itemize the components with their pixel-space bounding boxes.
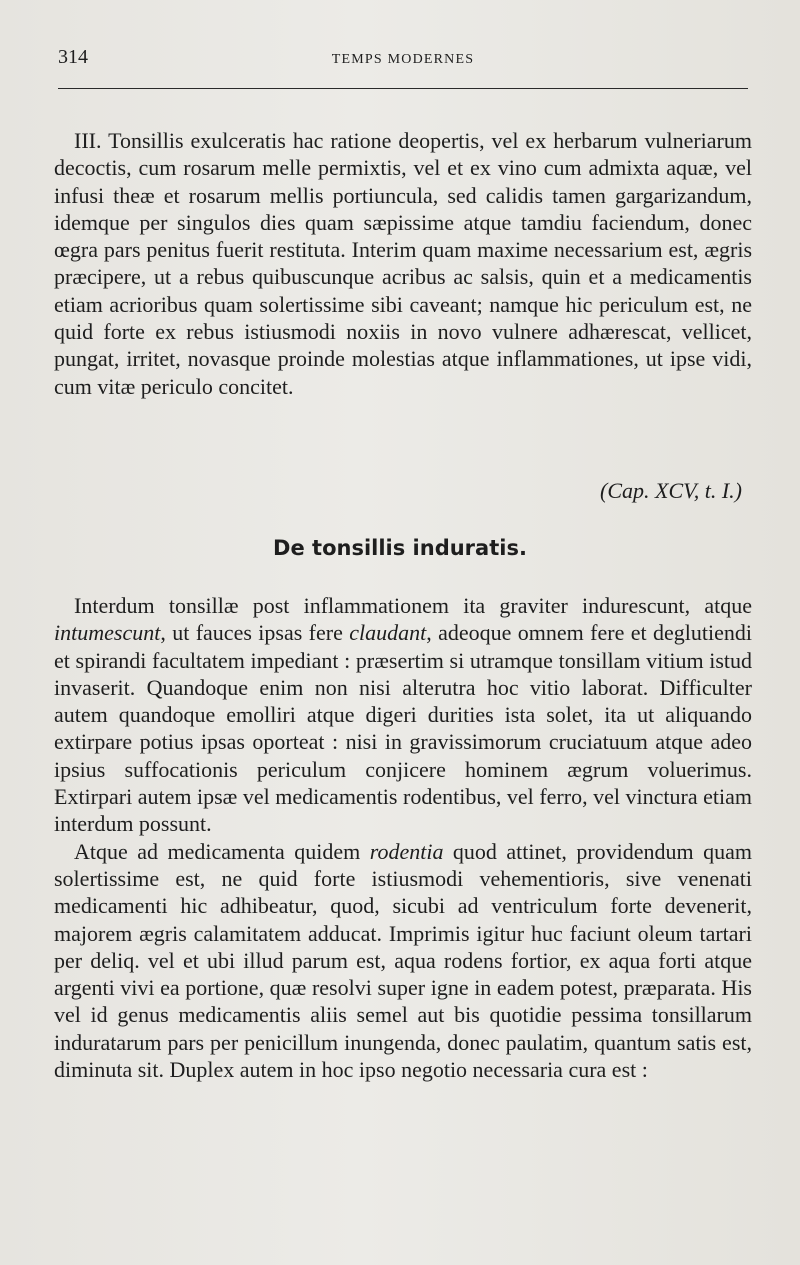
citation: (Cap. XCV, t. I.): [600, 478, 742, 503]
paragraph-atque: [54, 838, 752, 1084]
paragraph-interdum: [54, 592, 752, 838]
paragraph-iii: III. Tonsillis exulceratis hac ratione deopertis, vel ex herbarum vulneriarum decoctis, cum rosarum melle permixtis, vel et ex vino cum admixta aquæ, vel infusi theæ et rosarum mellis portiuncula, sed calidis tamen gargarizandum, idemque per singulos dies quam sæpissime atque tamdiu faciendum, donec œgra pars penitus fuerit restituta. Interim quam maxime necessarium est, ægris præcipere, ut a rebus quibuscunque acribus ac salsis, quin et a medicamentis etiam acrioribus quam solertissime sibi caveant; namque hic periculum est, ne quid forte ex rebus istiusmodi noxiis in novo vulnere adhærescat, vellicet, pungat, irritet, novasque proinde molestias atque inflammationes, ut ipse vidi, cum vitæ periculo concitet.: [54, 128, 752, 399]
italic-term: intumescunt: [54, 620, 161, 646]
text-run: , ut fauces ipsas fere: [160, 620, 350, 646]
text-run: , adeoque omnem fere et deglutiendi et spirandi facultatem impediant : præsertim si utramque tonsillam vitium istud invaserit. Quandoque enim non nisi alterutra hoc vitio laborat. Difficulter autem quandoque emolliri atque digeri durities ista solet, ita ut aliquando extirpare potius ipsas oporteat : nisi in gravissimorum cruciatuum atque adeo ipsius suffocationis periculum conjicere hominem ægrum voluerimus. Extirpari autem ipsæ vel medicamentis rodentibus, vel ferro, vel vinctura etiam interdum possunt.: [54, 620, 752, 837]
page-header: [58, 46, 748, 70]
text-run: Atque ad medicamenta quidem: [74, 838, 370, 864]
section-heading: De tonsillis induratis.: [273, 536, 527, 560]
italic-term: claudant: [349, 620, 427, 646]
section-one: [54, 127, 752, 400]
page-number: 314: [58, 46, 88, 68]
section-two: [54, 592, 752, 1083]
text-run: Interdum tonsillæ post inflammationem ita graviter indurescunt, atque: [74, 593, 752, 618]
header-rule: [58, 88, 748, 89]
italic-term: rodentia: [369, 838, 444, 864]
text-run: quod attinet, providendum quam solertissime est, ne quid forte istiusmodi vehementioris, sive venenati medicamenti hic adhibeatur, quod, sicubi ad ventriculum forte devenerit, majorem ægris calamitatem adducat. Imprimis igitur huc faciunt oleum tartari per deliq. vel et ubi illud parum est, aqua rodens fortior, ex aqua forti atque argenti vivi ea portione, quæ resolvi super igne in eadem potest, præparata. His vel id genus medicamentis aliis semel aut bis quotidie pessima tonsillarum induratarum pars per penicillum inungenda, donec paulatim, quantum satis est, diminuta sit. Duplex autem in hoc ipso negotio necessaria cura est :: [54, 838, 753, 1083]
running-title: TEMPS MODERNES: [331, 52, 475, 67]
